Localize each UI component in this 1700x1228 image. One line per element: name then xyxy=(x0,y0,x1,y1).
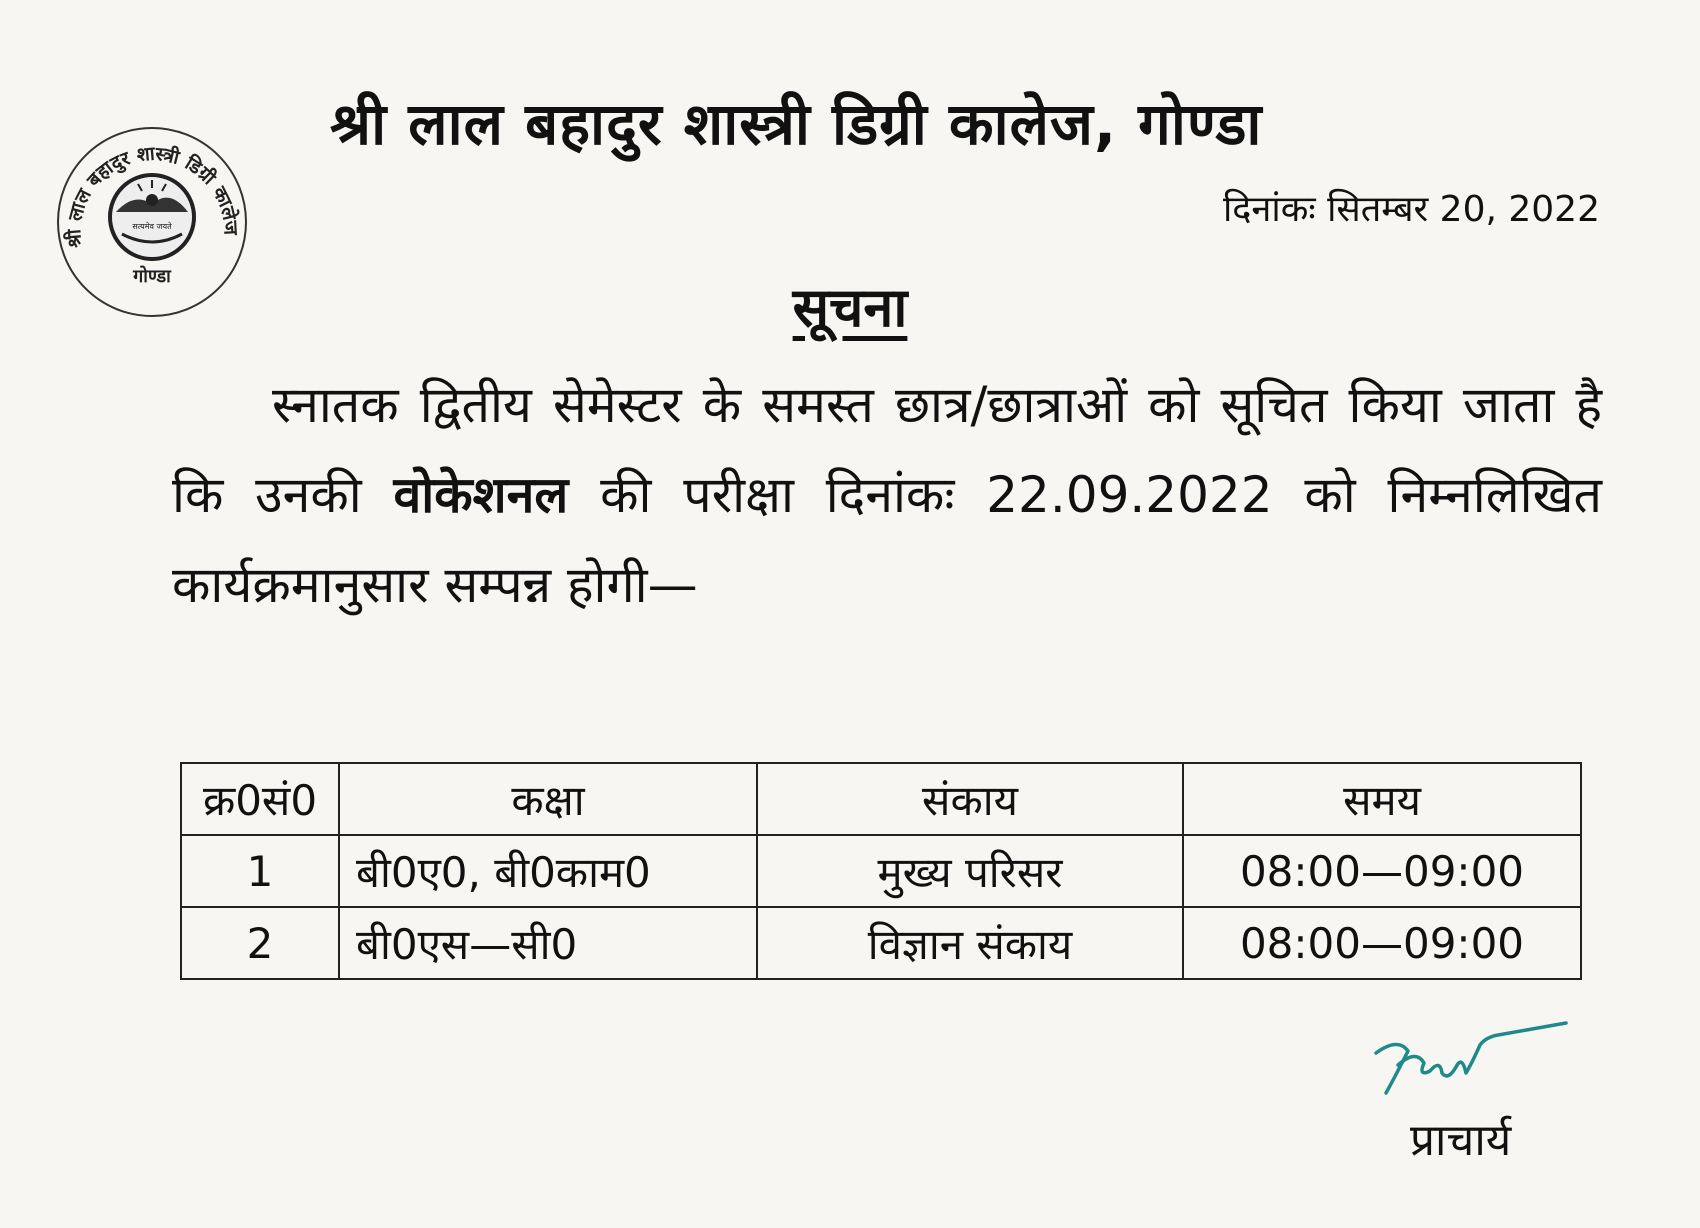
notice-body-part1: स्नातक द्वितीय सेमेस्टर के समस्त छात्र/छात्राओं को सूचित किया जाता है कि उनकी xyxy=(172,376,1602,524)
header-faculty: संकाय xyxy=(757,763,1183,835)
notice-body-part2: की परीक्षा दिनांकः 22.09.2022 को निम्नलिखित कार्यक्रमानुसार सम्पन्न होगी— xyxy=(172,466,1603,614)
seal-city: गोण्डा xyxy=(133,266,171,287)
table-header-row xyxy=(181,763,1581,835)
cell-faculty: मुख्य परिसर xyxy=(757,835,1183,907)
notice-body xyxy=(172,360,1602,630)
table-row xyxy=(181,907,1581,979)
header-serial-no: क्र0सं0 xyxy=(181,763,339,835)
notice-heading: सूचना xyxy=(792,276,908,339)
exam-schedule-table xyxy=(180,762,1582,980)
header-class: कक्षा xyxy=(339,763,757,835)
cell-class: बी0ए0, बी0काम0 xyxy=(339,835,757,907)
cell-time: 08:00—09:00 xyxy=(1183,835,1581,907)
principal-signature xyxy=(1368,1015,1568,1100)
cell-faculty: विज्ञान संकाय xyxy=(757,907,1183,979)
header-time: समय xyxy=(1183,763,1581,835)
cell-serial-no: 1 xyxy=(181,835,339,907)
table-row xyxy=(181,835,1581,907)
notice-date: दिनांकः सितम्बर 20, 2022 xyxy=(1222,189,1600,230)
seal-ring-text: श्री लाल बहादुर शास्त्री डिग्री कालेज xyxy=(62,142,242,249)
principal-designation: प्राचार्य xyxy=(1410,1115,1512,1166)
cell-class: बी0एस—सी0 xyxy=(339,907,757,979)
notice-body-vocational: वोकेशनल xyxy=(393,466,569,524)
cell-time: 08:00—09:00 xyxy=(1183,907,1581,979)
cell-serial-no: 2 xyxy=(181,907,339,979)
notice-heading-wrap xyxy=(0,268,1700,342)
seal-motto: सत्यमेव जयते xyxy=(132,222,172,231)
college-name-title: श्री लाल बहादुर शास्त्री डिग्री कालेज, गोण्डा xyxy=(330,90,1263,158)
